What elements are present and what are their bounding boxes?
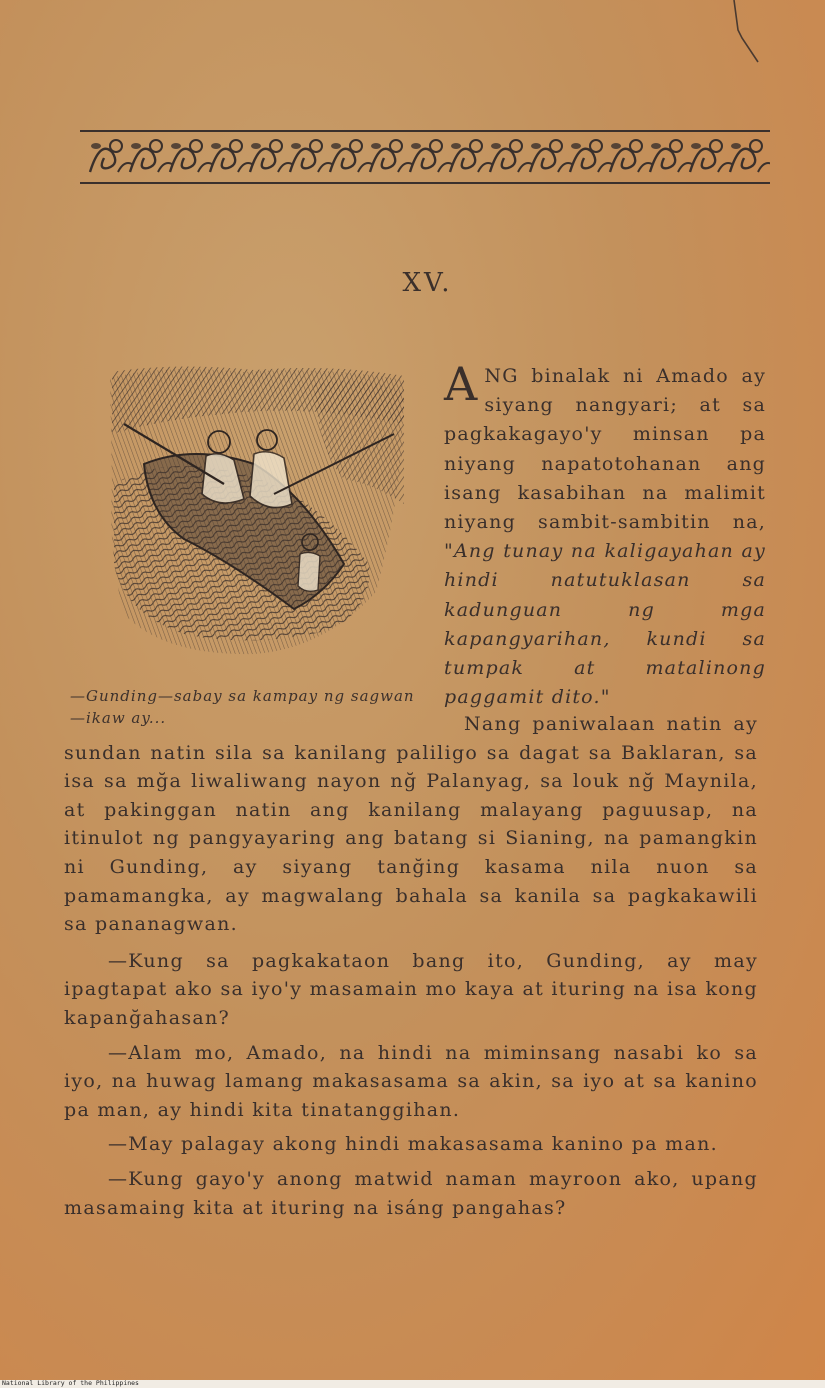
body-text xyxy=(64,710,758,1228)
dialogue-line: —May palagay akong hindi makasasama kanino pa man. xyxy=(108,1133,719,1156)
engraving-illustration xyxy=(104,364,409,659)
quote-close: " xyxy=(600,686,611,709)
illustration-caption: —Gunding—sabay sa kampay ng sagwan—ikaw ay... xyxy=(70,687,415,727)
drop-cap: A xyxy=(444,357,479,411)
dialogue-line: —Kung gayo'y anong matwid naman mayroon ako, upang masamaing kita at ituring na isáng pangahas? xyxy=(64,1167,758,1219)
floral-ornament-band xyxy=(80,130,770,184)
library-credit: National Library of the Philippines xyxy=(2,1379,139,1387)
opening-paragraph xyxy=(444,357,766,712)
scan-footer xyxy=(0,1380,825,1388)
dialogue-line: —Alam mo, Amado, na hindi na miminsang nasabi ko sa iyo, na huwag lamang makasasama sa akin, sa iyo at sa kanino pa man, ay hindi kita tinatanggihan. xyxy=(64,1041,758,1121)
chapter-number: XV. xyxy=(402,268,453,298)
opening-text: NG binalak ni Amado ay siyang nangyari; at sa pagkakagayo'y minsan pa niyang napatotohanan ang isang kasabihan na malimit niyang sambit-sambitin na, " xyxy=(444,365,766,563)
dialogue-line: —Kung sa pagkakataon bang ito, Gunding, ay may ipagtapat ako sa iyo'y masamain mo kaya at ituring na isa kong kapanğahasan? xyxy=(64,949,758,1029)
italic-quote: Ang tunay na kaligayahan ay hindi natutuklasan sa kadunguan ng mga kapangyarihan, kundi sa tumpak at matalinong paggamit dito. xyxy=(444,540,766,709)
paper-crease xyxy=(728,0,768,70)
paragraph: Nang paniwalaan natin ay sundan natin sila sa kanilang paliligo sa dagat sa Baklaran, sa isa sa mğa liwaliwang nayon nğ Palanyag, sa louk nğ Maynila, at pakinggan natin ang kanilang malayang paguusap, na itinulot ng pangyayaring ang batang si Sianing, na pamangkin ni Gunding, ay siyang tanğing kasama nila nuon sa pamamangka, ay magwalang bahala sa kanila sa pagkakawili sa pananagwan. xyxy=(64,713,758,936)
